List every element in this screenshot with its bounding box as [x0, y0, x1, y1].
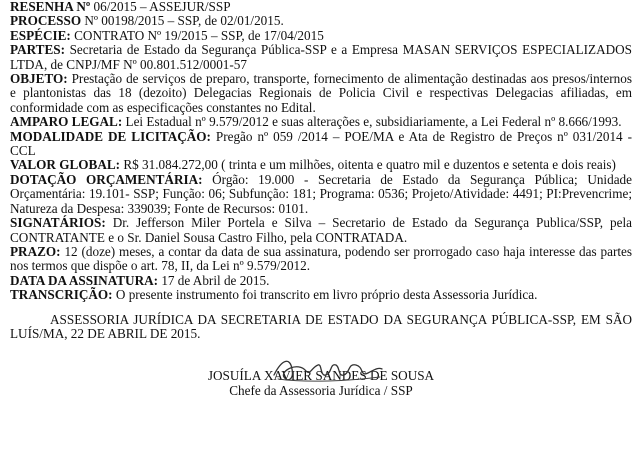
- item-signatarios: SIGNATÁRIOS: Dr. Jefferson Miler Portela e Silva – Secretario de Estado da Segurança Publica/SSP, pela CONTRATANTE e o Sr. Daniel Sousa Castro Filho, pela CONTRATADA.: [10, 215, 632, 245]
- item-partes: PARTES: Secretaria de Estado da Segurança Pública-SSP e a Empresa MASAN SERVIÇOS ESPECIALIZADOS LTDA, de CNPJ/MF Nº 00.801.512/0001-57: [10, 42, 632, 72]
- item-dotacao: DOTAÇÃO ORÇAMENTÁRIA: Órgão: 19.000 - Secretaria de Estado da Segurança Pública; Unidade Orçamentária: 19.101- SSP; Função: 06; Subfunção: 181; Programa: 0536; Projeto/Atividade: 4491; PI:Prevencrime; Natureza da Despesa: 339039; Fonte de Recursos: 0101.: [10, 171, 632, 216]
- item-data-assinatura: DATA DA ASSINATURA: 17 de Abril de 2015.: [10, 272, 270, 288]
- document-body: [10, 0, 632, 398]
- item-transcricao: TRANSCRIÇÃO: O presente instrumento foi transcrito em livro próprio desta Assessoria Jurídica.: [10, 287, 538, 303]
- item-amparo-legal: AMPARO LEGAL: Lei Estadual nº 9.579/2012 e suas alterações e, subsidiariamente, a Lei Federal nº 8.666/1993.: [10, 114, 622, 130]
- item-valor-global: VALOR GLOBAL: R$ 31.084.272,00 ( trinta e um milhões, oitenta e quatro mil e duzentos e setenta e dois reais): [10, 157, 616, 173]
- signature-block: [10, 369, 632, 398]
- item-especie: ESPÉCIE: CONTRATO Nº 19/2015 – SSP, de 17/04/2015: [10, 27, 324, 43]
- item-processo: PROCESSO Nº 00198/2015 – SSP, de 02/01/2015.: [10, 13, 284, 29]
- closing-statement: ASSESSORIA JURÍDICA DA SECRETARIA DE ESTADO DA SEGURANÇA PÚBLICA-SSP, EM SÃO LUÍS/MA, 22 DE ABRIL DE 2015.: [10, 311, 632, 341]
- item-modalidade: MODALIDADE DE LICITAÇÃO: Pregão nº 059 /2014 – POE/MA e Ata de Registro de Preços nº 031/2014 - CCL: [10, 128, 632, 159]
- signer-title: Chefe da Assessoria Jurídica / SSP: [229, 382, 413, 398]
- handwritten-signature: [268, 349, 388, 389]
- signer-name: JOSUÍLA XAVIER SANDES DE SOUSA: [207, 368, 435, 384]
- item-resenha: RESENHA Nº 06/2015 – ASSEJUR/SSP: [10, 0, 231, 14]
- item-prazo: PRAZO: 12 (doze) meses, a contar da data de sua assinatura, podendo ser prorrogado caso haja interesse das partes nos termos que dispõe o art. 78, II, da Lei nº 9.579/2012.: [10, 243, 632, 274]
- item-objeto: OBJETO: Prestação de serviços de preparo, transporte, fornecimento de alimentação destinadas aos presos/internos e plantonistas das 18 (dezoito) Delegacias Regionais de Policia Civil e respectivas Delegacias afiliadas, em conformidade com as especificações constantes no Edital.: [10, 71, 632, 115]
